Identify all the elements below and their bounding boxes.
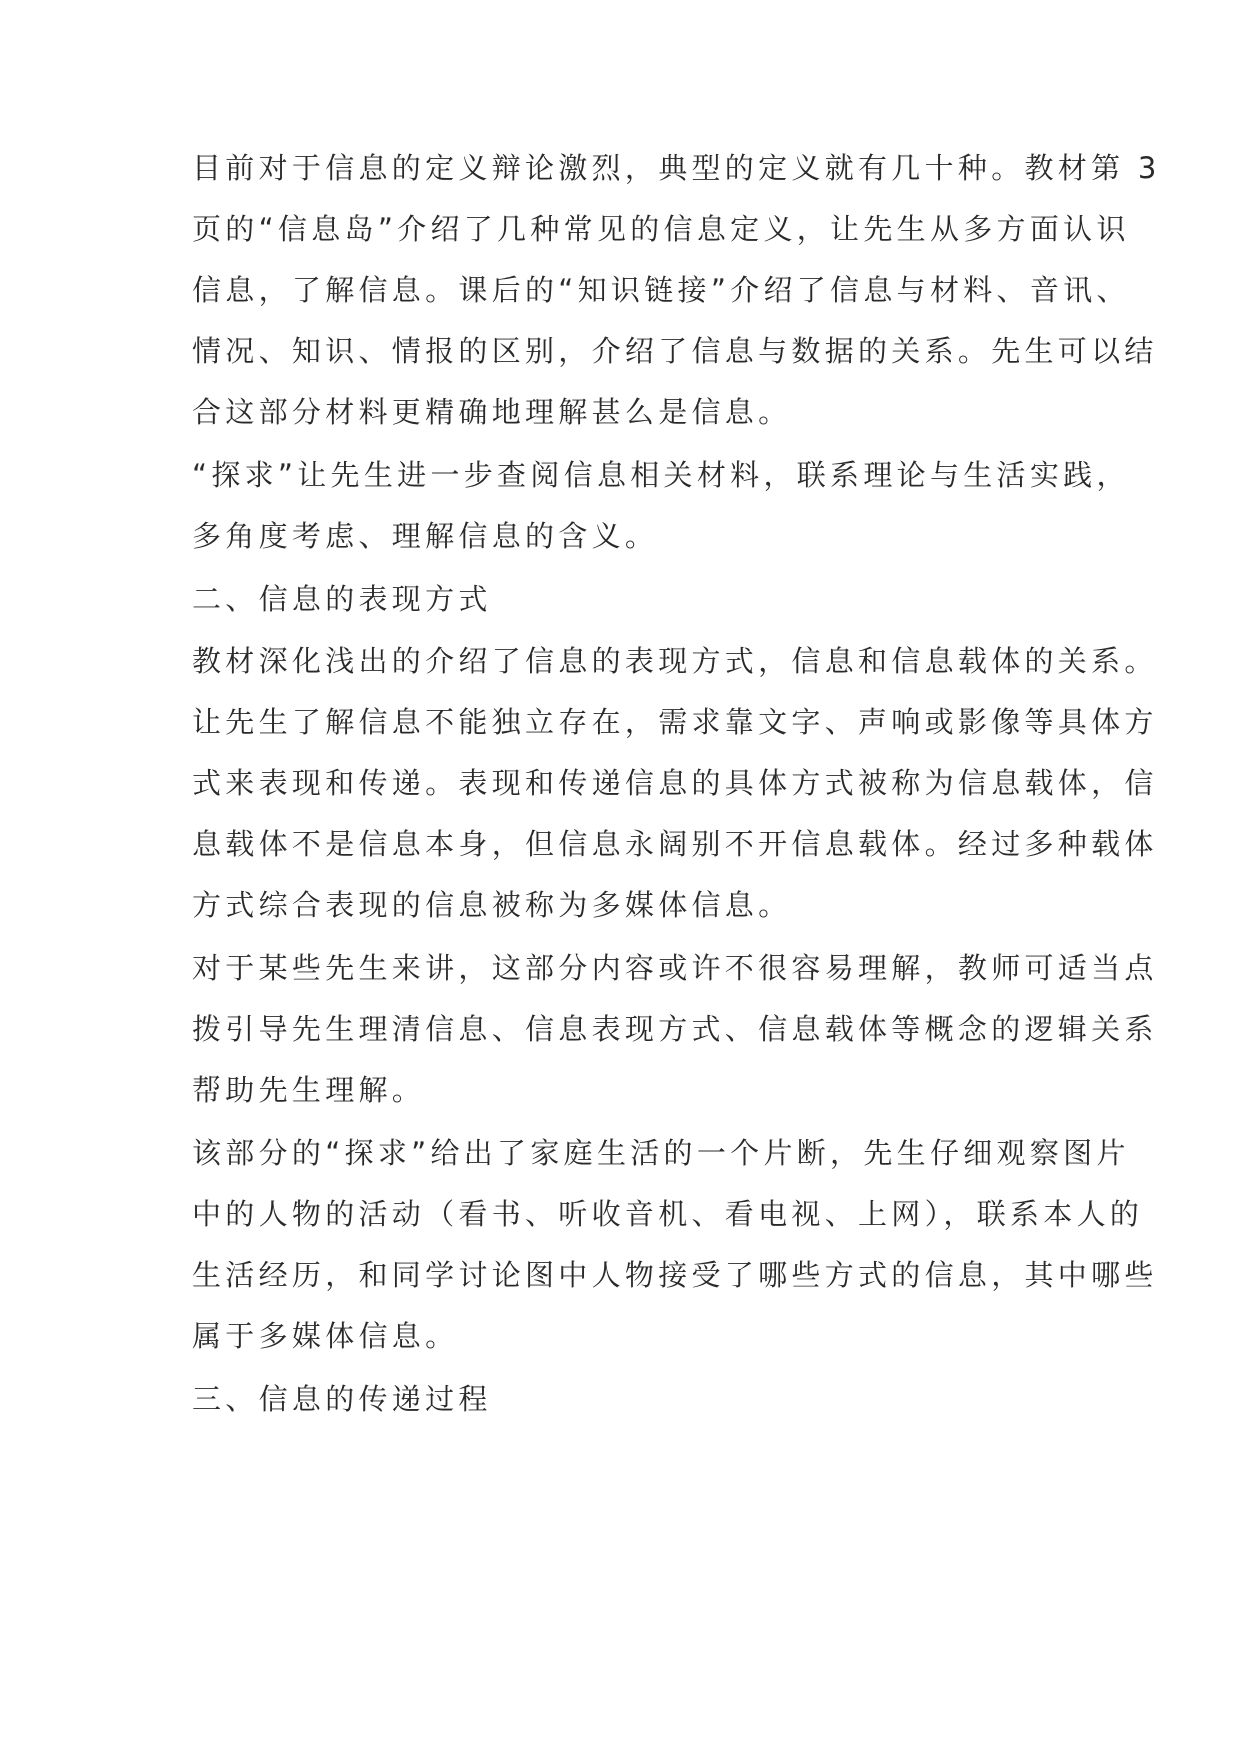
section-heading: 二、信息的表现方式 bbox=[192, 582, 492, 616]
paragraph-line: 中的人物的活动（看书、听收音机、看电视、上网），联系本人的 bbox=[192, 1197, 1144, 1231]
paragraph-line: 拨引导先生理清信息、信息表现方式、信息载体等概念的逻辑关系 bbox=[192, 1012, 1158, 1046]
paragraph-line: 教材深化浅出的介绍了信息的表现方式，信息和信息载体的关系。 bbox=[192, 644, 1158, 678]
paragraph-line: 属于多媒体信息。 bbox=[192, 1319, 459, 1353]
paragraph-line: 生活经历，和同学讨论图中人物接受了哪些方式的信息，其中哪些 bbox=[192, 1258, 1158, 1292]
paragraph-line: 信息，了解信息。课后的“知识链接”介绍了信息与材料、音讯、 bbox=[192, 273, 1130, 307]
paragraph-line: 方式综合表现的信息被称为多媒体信息。 bbox=[192, 888, 792, 922]
paragraph-line: 多角度考虑、理解信息的含义。 bbox=[192, 519, 659, 553]
paragraph-line: “探求”让先生进一步查阅信息相关材料，联系理论与生活实践， bbox=[192, 458, 1130, 492]
paragraph-line: 让先生了解信息不能独立存在，需求靠文字、声响或影像等具体方 bbox=[192, 705, 1158, 739]
section-heading: 三、信息的传递过程 bbox=[192, 1382, 492, 1416]
paragraph-line: 页的“信息岛”介绍了几种常见的信息定义，让先生从多方面认识 bbox=[192, 212, 1130, 246]
paragraph-line: 该部分的“探求”给出了家庭生活的一个片断，先生仔细观察图片 bbox=[192, 1136, 1130, 1170]
paragraph-line: 情况、知识、情报的区别，介绍了信息与数据的关系。先生可以结 bbox=[192, 334, 1158, 368]
paragraph-line: 帮助先生理解。 bbox=[192, 1073, 426, 1107]
paragraph-line: 目前对于信息的定义辩论激烈，典型的定义就有几十种。教材第 3 bbox=[192, 151, 1161, 185]
paragraph-line: 合这部分材料更精确地理解甚么是信息。 bbox=[192, 395, 792, 429]
paragraph-line: 式来表现和传递。表现和传递信息的具体方式被称为信息载体，信 bbox=[192, 766, 1158, 800]
paragraph-line: 息载体不是信息本身，但信息永阔别不开信息载体。经过多种载体 bbox=[192, 827, 1158, 861]
paragraph-line: 对于某些先生来讲，这部分内容或许不很容易理解，教师可适当点 bbox=[192, 951, 1158, 985]
